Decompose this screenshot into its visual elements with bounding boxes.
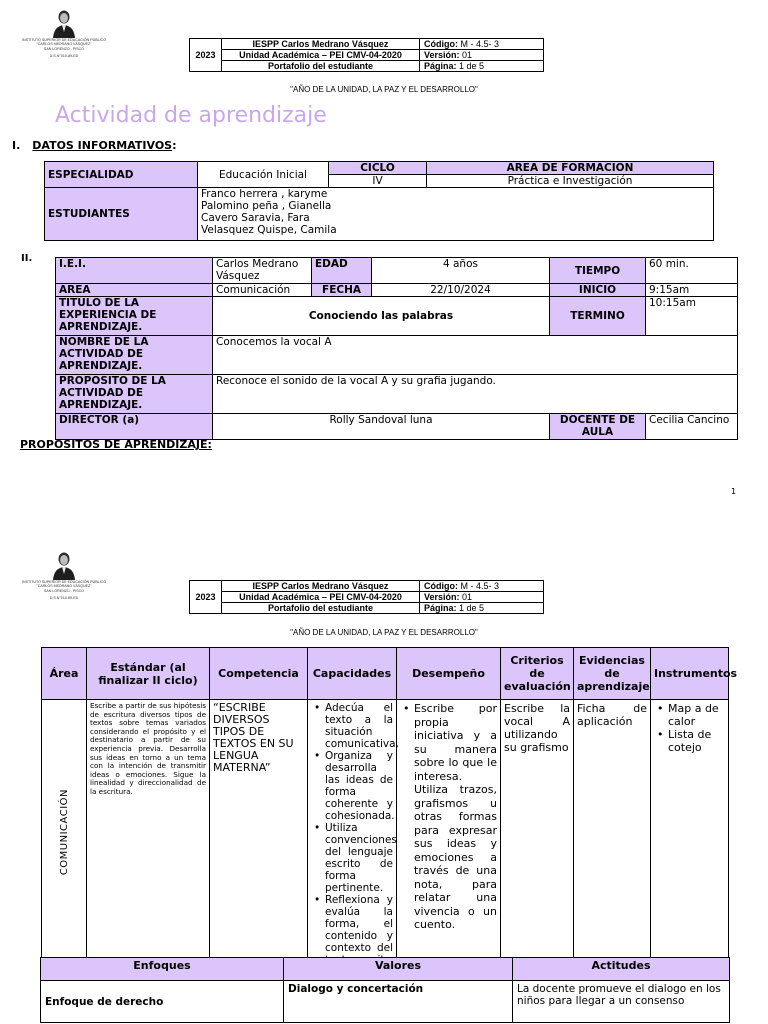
student-name: Cavero Saravia, Fara [201,212,310,224]
area-cell [42,700,87,969]
header-version: Versión: 01 [420,50,544,61]
header-year: 2023 [190,581,222,614]
col-header-instrumentos: Instrumentos [651,648,729,700]
ciclo-label: CICLO [329,162,427,175]
desempeno-item: • Escribe por propia iniciativa y a su manera sobre lo que le interesa. Utiliza trazos, grafismos u otras formas para expresar sus ideas y emociones a través de una nota, para relatar una vivencia o un cuento. [400,702,497,932]
col-header-enfoques: Enfoques [41,958,284,981]
titulo-value: Conociendo las palabras [213,297,550,336]
iei-value: Carlos Medrano Vásquez [213,258,312,284]
area-formacion-label: AREA DE FORMACION [427,162,714,175]
area-label: AREA [56,284,213,297]
area-value: Comunicación [213,284,312,297]
director-value: Rolly Sandoval luna [213,414,550,440]
col-header-capacidades: Capacidades [308,648,397,700]
institution-logo [19,8,109,70]
header-unit: Unidad Académica – PEI CMV-04-2020 [222,50,420,61]
docente-label: DOCENTE DE AULA [550,414,646,440]
estudiantes-label: ESTUDIANTES [45,188,198,241]
instrumentos-cell [651,700,729,969]
actitud-value: La docente promueve el dialogo en los niños para llegar a un consenso [513,981,730,1023]
institution-name: INSTITUTO SUPERIOR DE EDUCACIÓN PÚBLICO "CARLOS MEDRANO VÁSQUEZ" SAN LORENZO - PISCO [22,38,106,51]
enfoques-table [40,957,730,1023]
header-code: Código: M - 4.5- 3 [420,581,544,592]
competencia-cell: “ESCRIBE DIVERSOS TIPOS DE TEXTOS EN SU LENGUA MATERNA” [210,700,308,969]
instrumento-item: • Map a de calor [654,702,725,728]
section-datos-informativos: I. DATOS INFORMATIVOS: [12,139,177,152]
student-name: Velasquez Quispe, Camila [201,224,337,236]
page-number: 1 [731,487,737,496]
datos-informativos-table [44,161,714,241]
document-header-table [189,580,544,614]
header-portfolio: Portafolio del estudiante [222,61,420,72]
col-header-estandar: Estándar (al finalizar II ciclo) [87,648,210,700]
capacidad-item: • Reflexiona y evalúa la forma, el contenido y contexto del [311,894,393,966]
desempeno-cell [397,700,501,969]
proposito-value: Reconoce el sonido de la vocal A y su grafia jugando. [213,375,738,414]
evidencias-cell: Ficha de aplicación [574,700,651,969]
institution-logo [19,550,109,612]
enfoque-value: Enfoque de derecho [41,981,284,1023]
valor-value: Dialogo y concertación [284,981,513,1023]
header-page: Página: 1 de 5 [420,61,544,72]
termino-label: TERMINO [550,297,646,336]
section-ii-number: II. [21,253,33,264]
especialidad-value: Educación Inicial [198,162,329,188]
proposito-label: PROPOSITO DE LA ACTIVIDAD DE APRENDIZAJE. [56,375,213,414]
actividad-detalle-table [55,257,738,440]
iei-label: I.E.I. [56,258,213,284]
institution-code: D.S.N°010-89-ED [49,54,79,59]
col-header-valores: Valores [284,958,513,981]
header-version: Versión: 01 [420,592,544,603]
termino-value: 10:15am [646,297,738,336]
inicio-label: INICIO [550,284,646,297]
capacidad-item: • Adecúa el texto a la situación comunicativa, [311,702,393,750]
instrumento-item: • Lista de cotejo [654,728,725,754]
year-motto: "AÑO DE LA UNIDAD, LA PAZ Y EL DESARROLLO" [290,85,478,94]
page-title: Actividad de aprendizaje [55,103,327,128]
header-page: Página: 1 de 5 [420,603,544,614]
header-unit: Unidad Académica – PEI CMV-04-2020 [222,592,420,603]
founder-portrait-icon [52,550,76,580]
header-institute: IESPP Carlos Medrano Vásquez [222,581,420,592]
estandar-cell: Escribe a partir de sus hipótesis de escritura diversos tipos de textos sobre temas variados considerando el propósito y el destinatario a partir de su experiencia previa. Desarrolla sus ideas en torno a un tema con la intención de transmitir ideas o emociones. Sigue la linealidad y direccionalidad de la escritura. [87,700,210,969]
year-motto: "AÑO DE LA UNIDAD, LA PAZ Y EL DESARROLLO" [290,628,478,637]
docente-value: Cecilia Cancino [646,414,738,440]
header-institute: IESPP Carlos Medrano Vásquez [222,39,420,50]
estudiantes-list [198,188,714,241]
header-year: 2023 [190,39,222,72]
founder-portrait-icon [52,8,76,38]
institution-name: INSTITUTO SUPERIOR DE EDUCACIÓN PÚBLICO "CARLOS MEDRANO VÁSQUEZ" SAN LORENZO - PISCO [22,580,106,593]
capacidades-cell [308,700,397,969]
propositos-title: PROPOSITOS DE APRENDIZAJE: [20,438,212,451]
criterios-cell: Escribe la vocal A utilizando su grafismo [501,700,574,969]
nombre-actividad-label: NOMBRE DE LA ACTIVIDAD DE APRENDIZAJE. [56,336,213,375]
header-code: Código: M - 4.5- 3 [420,39,544,50]
especialidad-label: ESPECIALIDAD [45,162,198,188]
titulo-label: TITULO DE LA EXPERIENCIA DE APRENDIZAJE. [56,297,213,336]
capacidad-item: • Organiza y desarrolla las ideas de forma coherente y cohesionada. [311,750,393,822]
fecha-value: 22/10/2024 [372,284,550,297]
document-header-table [189,38,544,72]
area-formacion-value: Práctica e Investigación [427,175,714,188]
col-header-desempeno: Desempeño [397,648,501,700]
propositos-table [41,647,738,969]
header-portfolio: Portafolio del estudiante [222,603,420,614]
nombre-actividad-value: Conocemos la vocal A [213,336,738,375]
col-header-actitudes: Actitudes [513,958,730,981]
director-label: DIRECTOR (a) [56,414,213,440]
student-name: Palomino peña , Gianella [201,200,332,212]
tiempo-label: TIEMPO [550,258,646,284]
col-header-area: Área [42,648,87,700]
col-header-competencia: Competencia [210,648,308,700]
inicio-value: 9:15am [646,284,738,297]
tiempo-value: 60 min. [646,258,738,284]
edad-label: EDAD [312,258,372,284]
edad-value: 4 años [372,258,550,284]
ciclo-value: IV [329,175,427,188]
capacidad-item: • Utiliza convenciones del lenguaje escrito de forma pertinente. [311,822,393,894]
institution-code: D.S.N°010-89-ED [49,596,79,601]
area-value: COMUNICACIÓN [58,788,70,876]
col-header-evidencias: Evidencias de aprendizaje [574,648,651,700]
col-header-criterios: Criterios de evaluación [501,648,574,700]
fecha-label: FECHA [312,284,372,297]
student-name: Franco herrera , karyme [201,188,328,200]
